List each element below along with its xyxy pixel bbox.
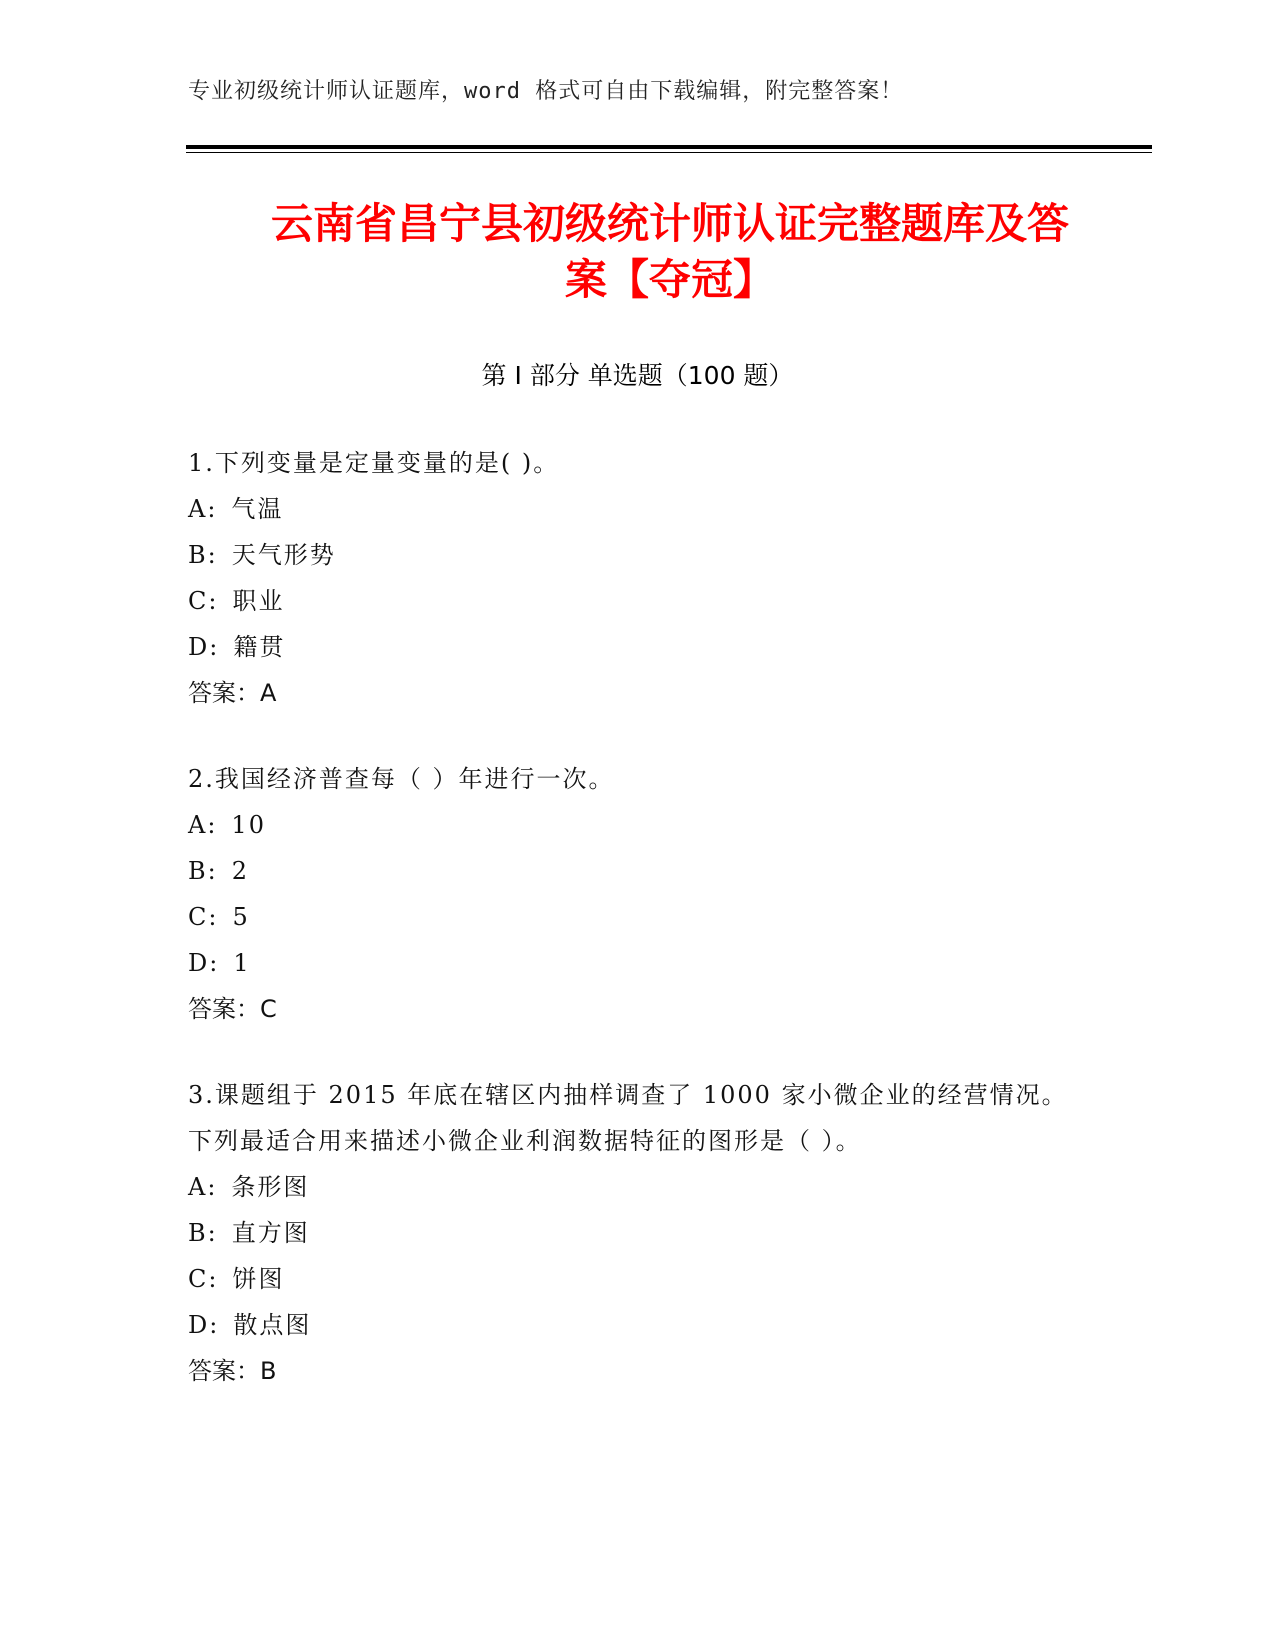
- option-key: C:: [188, 1265, 219, 1293]
- option-d: [188, 1302, 1068, 1348]
- option-text: 10: [231, 811, 266, 839]
- question-stem: 3.课题组于 2015 年底在辖区内抽样调查了 1000 家小微企业的经营情况。下列最适合用来描述小微企业利润数据特征的图形是（ ）。: [188, 1081, 1068, 1155]
- option-d: [188, 940, 1068, 986]
- option-c: [188, 1256, 1068, 1302]
- option-text: 职业: [232, 587, 285, 615]
- option-text: 散点图: [233, 1311, 312, 1339]
- question-stem: 1.下列变量是定量变量的是( )。: [188, 449, 560, 477]
- option-key: A:: [188, 1173, 218, 1201]
- header-note: 专业初级统计师认证题库，word 格式可自由下载编辑，附完整答案！: [188, 79, 904, 104]
- document-title: [160, 196, 1180, 308]
- document-title-line-2: 案【夺冠】: [564, 255, 775, 304]
- option-text: 直方图: [231, 1219, 310, 1247]
- option-key: C:: [188, 587, 219, 615]
- option-a: [188, 802, 1068, 848]
- answer-line: 答案：A: [188, 679, 277, 707]
- option-c: [188, 578, 1068, 624]
- question-stem: 2.我国经济普查每（ ）年进行一次。: [188, 765, 615, 793]
- option-c: [188, 894, 1068, 940]
- option-text: 1: [233, 949, 251, 977]
- option-text: 2: [231, 857, 250, 885]
- header-rule-thin: [186, 152, 1152, 153]
- option-b: [188, 1210, 1068, 1256]
- option-key: D:: [188, 949, 220, 977]
- option-text: 气温: [231, 495, 284, 523]
- option-key: D:: [188, 633, 220, 661]
- option-key: A:: [188, 495, 218, 523]
- section-heading: 第 I 部分 单选题（100 题）: [481, 361, 794, 390]
- option-a: [188, 1164, 1068, 1210]
- option-text: 5: [232, 903, 250, 931]
- document-title-line-1: 云南省昌宁县初级统计师认证完整题库及答: [270, 199, 1069, 248]
- header-rule-thick: [186, 145, 1152, 149]
- option-key: A:: [188, 811, 218, 839]
- option-key: B:: [188, 1219, 218, 1247]
- option-key: C:: [188, 903, 219, 931]
- option-key: B:: [188, 541, 218, 569]
- option-text: 天气形势: [231, 541, 336, 569]
- option-b: [188, 532, 1068, 578]
- option-a: [188, 486, 1068, 532]
- question-2: [188, 756, 1068, 1032]
- option-d: [188, 624, 1068, 670]
- option-key: B:: [188, 857, 218, 885]
- option-text: 籍贯: [233, 633, 286, 661]
- option-text: 饼图: [232, 1265, 285, 1293]
- option-b: [188, 848, 1068, 894]
- question-list: [188, 440, 1068, 1434]
- option-key: D:: [188, 1311, 220, 1339]
- answer-line: 答案：B: [188, 1357, 277, 1385]
- question-1: [188, 440, 1068, 716]
- question-3: [188, 1072, 1068, 1394]
- answer-line: 答案：C: [188, 995, 277, 1023]
- option-text: 条形图: [231, 1173, 310, 1201]
